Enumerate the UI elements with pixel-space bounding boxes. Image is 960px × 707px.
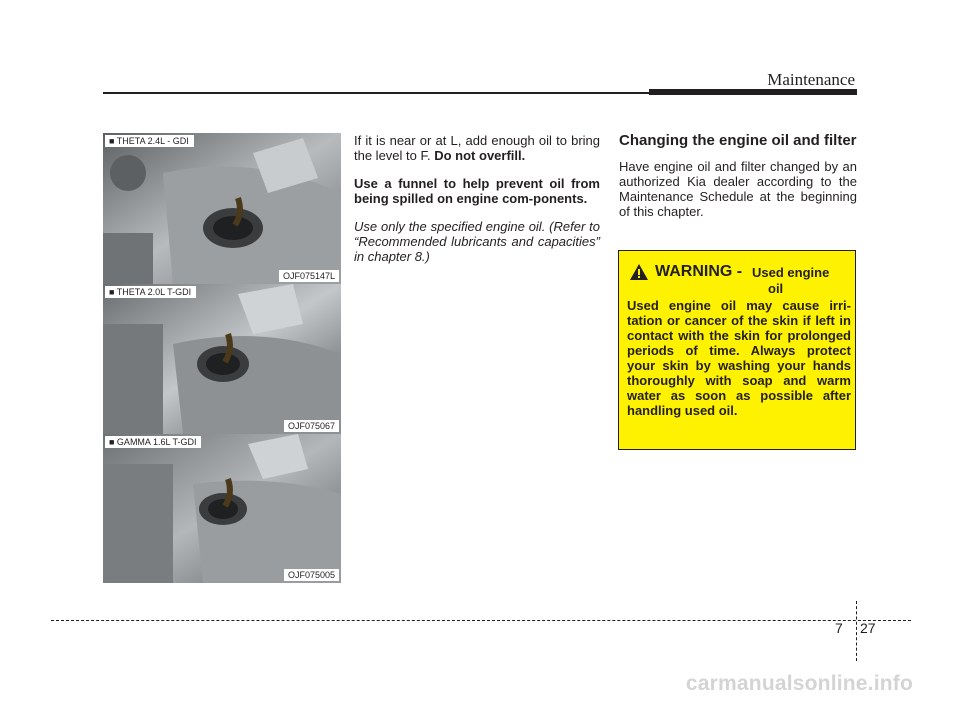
footer-divider	[856, 601, 857, 661]
photo-tag-2: ■ THETA 2.0L T-GDI	[105, 286, 196, 298]
right-column	[619, 133, 857, 219]
section-heading: Changing the engine oil and filter	[619, 132, 857, 149]
middle-column	[354, 133, 600, 277]
engine-photo-1	[103, 133, 341, 284]
header-rule	[103, 92, 651, 94]
header-rule-accent	[649, 89, 857, 95]
engine-oil-fill-illustration	[103, 434, 341, 583]
header-title: Maintenance	[767, 70, 855, 89]
engine-oil-fill-illustration	[103, 133, 341, 284]
photo-tag-1: ■ THETA 2.4L - GDI	[105, 135, 194, 147]
warning-triangle-icon	[629, 263, 649, 281]
photo-code-1: OJF075147L	[279, 270, 339, 282]
engine-photo-3	[103, 434, 341, 583]
photo-code-3: OJF075005	[284, 569, 339, 581]
do-not-overfill: Do not overfill.	[434, 148, 526, 163]
specified-oil-paragraph: Use only the specified engine oil. (Refer to “Recommended lubricants and capacities” in chapter 8.)	[354, 219, 600, 264]
photo-code-2: OJF075067	[284, 420, 339, 432]
funnel-paragraph: Use a funnel to help prevent oil from being spilled on engine com-ponents.	[354, 176, 600, 206]
chapter-number: 7	[835, 620, 843, 636]
engine-photo-2	[103, 284, 341, 434]
watermark: carmanualsonline.info	[685, 672, 913, 695]
warning-subject: Used engine	[752, 265, 830, 280]
oil-level-paragraph	[354, 133, 600, 163]
footer-rule	[51, 620, 911, 621]
engine-oil-fill-illustration	[103, 284, 341, 434]
warning-box	[618, 250, 856, 450]
oil-level-text: If it is near or at L, add enough oil to bring the level to F.	[354, 133, 600, 163]
section-body: Have engine oil and filter changed by an authorized Kia dealer according to the Maintenance Schedule at the beginning of this chapter.	[619, 159, 857, 219]
photo-tag-3: ■ GAMMA 1.6L T-GDI	[105, 436, 201, 448]
warning-body: Used engine oil may cause irri-tation or cancer of the skin if left in contact with the skin for prolonged periods of time. Always protect your skin by washing your hands thoroughly with soap and warm water as soon as possible after handling used oil.	[627, 298, 851, 418]
page-number: 27	[860, 620, 876, 636]
warning-subject-cont: oil	[768, 281, 784, 296]
warning-label: WARNING -	[655, 263, 743, 280]
